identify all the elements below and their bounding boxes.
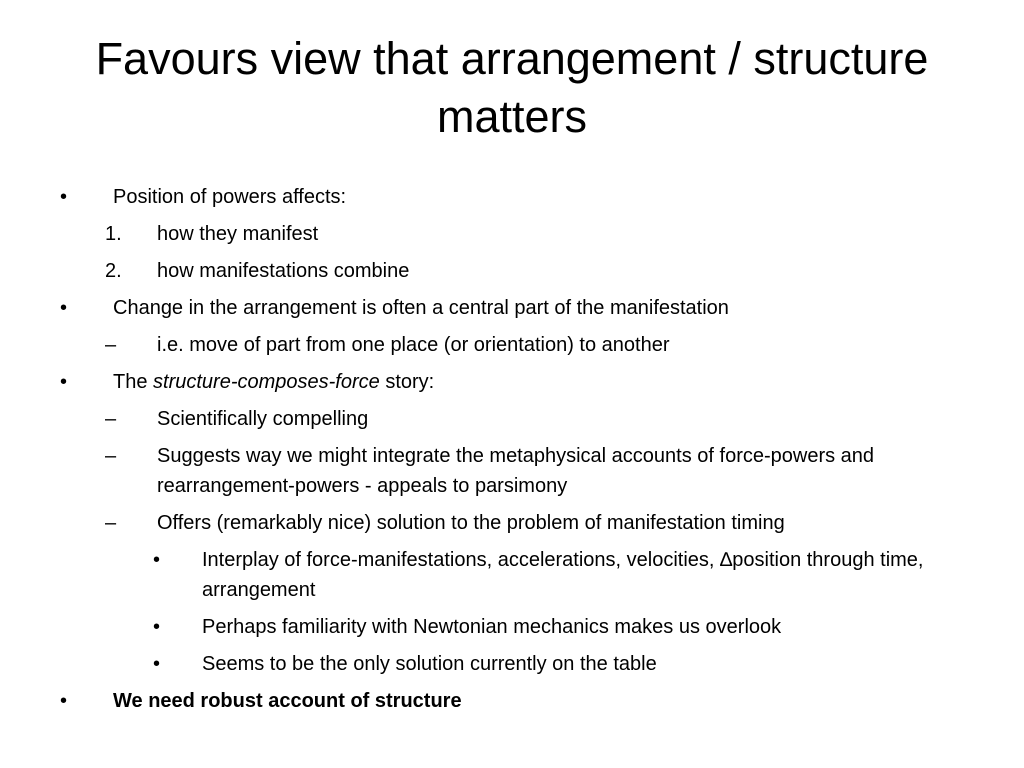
dash-marker: – [105, 512, 117, 534]
list-item [0, 182, 1024, 212]
list-item [0, 256, 1024, 286]
list-item [0, 545, 1024, 605]
dash-marker: – [105, 445, 117, 467]
bullet-marker: • [60, 186, 68, 208]
bullet-list [0, 182, 1024, 723]
list-item [0, 649, 1024, 679]
list-item-text: Position of powers affects: [113, 186, 347, 208]
bullet-marker: • [153, 549, 161, 571]
slide-title: Favours view that arrangement / structure matters [95, 33, 929, 142]
list-item-text: Offers (remarkably nice) solution to the problem of manifestation timing [157, 512, 785, 534]
list-item [0, 293, 1024, 323]
list-item-text: Change in the arrangement is often a central part of the manifestation [113, 297, 729, 319]
dash-marker: – [105, 408, 117, 430]
dash-marker: – [105, 334, 117, 356]
text-part: story: [379, 371, 435, 393]
list-item-text: how they manifest [157, 223, 319, 245]
list-item [0, 508, 1024, 538]
list-item-text: i.e. move of part from one place (or orientation) to another [157, 334, 670, 356]
list-item [0, 367, 1024, 397]
list-item [0, 686, 1024, 716]
list-item-text: Seems to be the only solution currently on the table [202, 653, 657, 675]
number-marker: 2. [105, 260, 122, 282]
bullet-marker: • [60, 297, 68, 319]
list-item [0, 330, 1024, 360]
list-item [0, 612, 1024, 642]
text-part: The [113, 371, 154, 393]
list-item-text: Interplay of force-manifestations, accelerations, velocities, ∆position through time, arrangement [202, 549, 924, 601]
list-item [0, 219, 1024, 249]
list-item-text: Perhaps familiarity with Newtonian mechanics makes us overlook [202, 616, 782, 638]
italic-term: structure-composes-force [153, 371, 380, 393]
list-item [0, 404, 1024, 434]
list-item-text: Scientifically compelling [157, 408, 369, 430]
bullet-marker: • [60, 371, 68, 393]
list-item-text [113, 367, 973, 397]
number-marker: 1. [105, 223, 122, 245]
list-item-text: Suggests way we might integrate the metaphysical accounts of force-powers and rearrangement-powers - appeals to parsimony [157, 445, 875, 497]
list-item-text: We need robust account of structure [113, 690, 462, 712]
bullet-marker: • [153, 616, 161, 638]
bullet-marker: • [60, 690, 68, 712]
list-item-text: how manifestations combine [157, 260, 410, 282]
list-item [0, 441, 1024, 501]
bullet-marker: • [153, 653, 161, 675]
